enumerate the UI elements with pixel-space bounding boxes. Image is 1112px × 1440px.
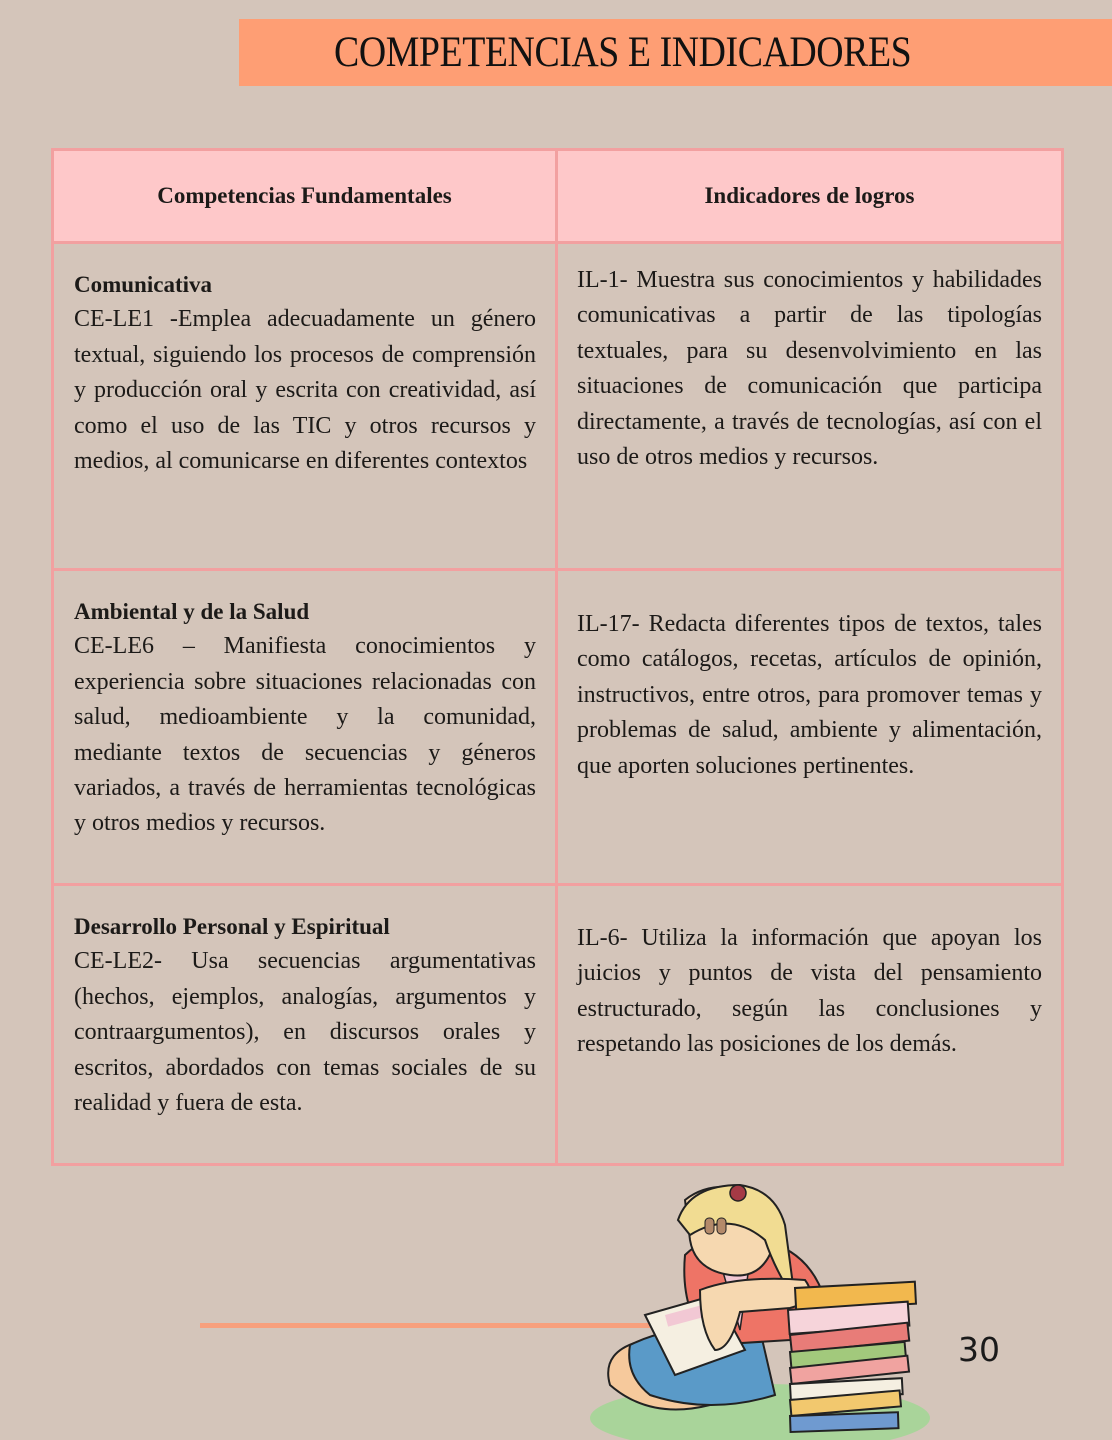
competence-cell [53, 243, 557, 570]
title-banner [239, 19, 1112, 86]
indicator-cell [557, 885, 1063, 1165]
column-header-indicadores: Indicadores de logros [557, 150, 1063, 243]
competence-text: CE-LE2- Usa secuencias argumentativas (hechos, ejemplos, analogías, argumentos y contraargumentos), en discursos orales y escritos, abordados con temas sociales de su realidad y fuera de esta. [74, 948, 536, 1117]
indicator-cell [557, 243, 1063, 570]
competence-category: Ambiental y de la Salud [74, 599, 310, 624]
competence-cell [53, 570, 557, 885]
table-row [53, 243, 1063, 570]
indicator-cell [557, 570, 1063, 885]
competence-category: Comunicativa [74, 272, 212, 297]
indicator-text: IL-17- Redacta diferentes tipos de textos, tales como catálogos, recetas, artículos de opinión, instructivos, entre otros, para promover temas y problemas de salud, ambiente y alimentación, que aporten soluciones pertinentes. [577, 611, 1042, 779]
table-header-row [53, 150, 1063, 243]
table-row [53, 570, 1063, 885]
competence-cell [53, 885, 557, 1165]
competence-text: CE-LE1 -Emplea adecuadamente un género textual, siguiendo los procesos de comprensión y producción oral y escrita con creatividad, así como el uso de las TIC y otros recursos y medios, al comunicarse en diferentes contextos [74, 306, 536, 475]
indicator-text: IL-6- Utiliza la información que apoyan los juicios y puntos de vista del pensamiento estructurado, según las conclusiones y respetando las posiciones de los demás. [577, 925, 1042, 1058]
table-row [53, 885, 1063, 1165]
indicator-text: IL-1- Muestra sus conocimientos y habilidades comunicativas a partir de las tipologías textuales, para su desenvolvimiento en las situaciones de comunicación que participa directamente, a través de tecnologías, así con el uso de otros medios y recursos. [577, 267, 1042, 471]
page-number: 30 [958, 1330, 1000, 1369]
column-header-competencias: Competencias Fundamentales [53, 150, 557, 243]
competence-category: Desarrollo Personal y Espiritual [74, 914, 390, 939]
competencies-table [51, 148, 1064, 1166]
girl-reading-books-illustration [590, 1180, 935, 1440]
competence-text: CE-LE6 – Manifiesta conocimientos y experiencia sobre situaciones relacionadas con salud, medioambiente y la comunidad, mediante textos de secuencias y géneros variados, a través de herramientas tecnológicas y otros medios y recursos. [74, 633, 536, 837]
page-title: COMPETENCIAS E INDICADORES [334, 29, 912, 76]
